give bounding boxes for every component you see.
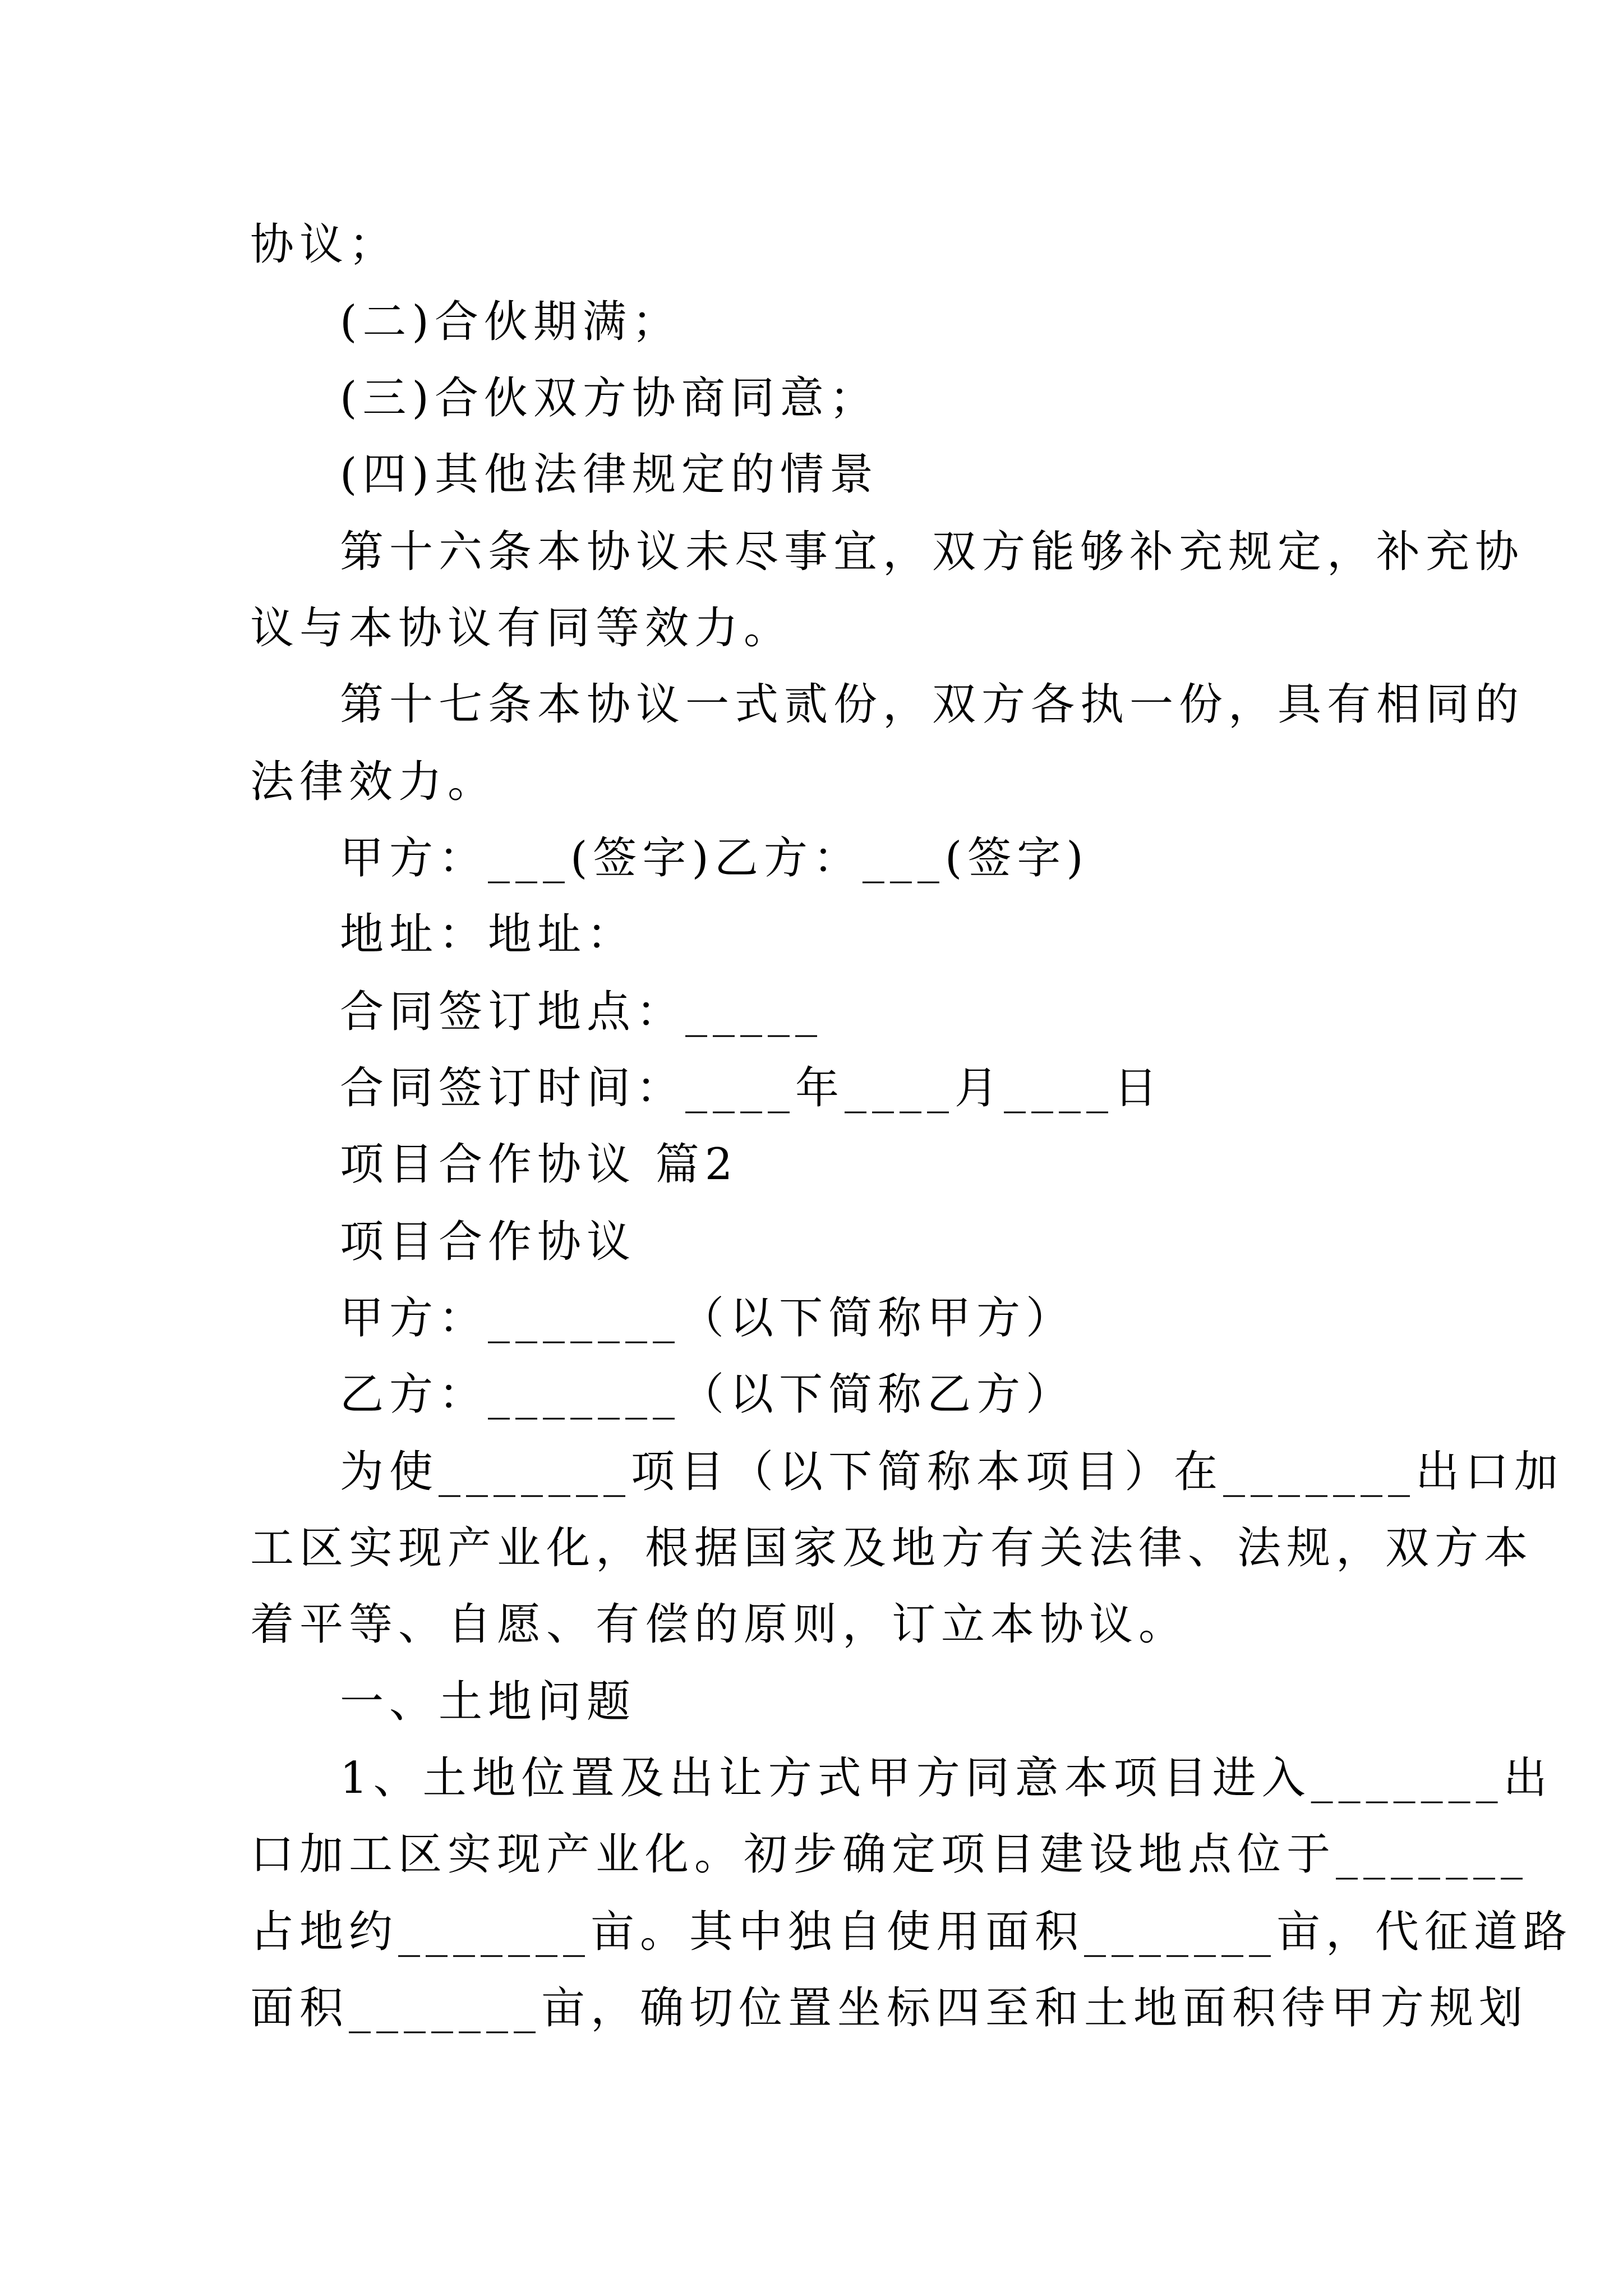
text-line: (二)合伙期满；: [340, 297, 681, 347]
text-line: (三)合伙双方协商同意；: [340, 373, 879, 424]
text-line: 面积_______亩，确切位置坐标四至和土地面积待甲方规划: [250, 1983, 1529, 2033]
text-line: 乙方：_______（以下简称乙方）: [340, 1369, 1076, 1420]
text-line: 为使_______项目（以下简称本项目）在_______出口加: [340, 1447, 1564, 1497]
text-line: 议与本协议有同等效力。: [250, 603, 794, 654]
text-line: 协议；: [250, 219, 399, 270]
text-line: 占地约_______亩。其中独自使用面积_______亩，代征道路: [250, 1907, 1573, 1957]
text-line: 第十七条本协议一式贰份，双方各执一份，具有相同的: [340, 679, 1525, 730]
text-line: 1、土地位置及出让方式甲方同意本项目进入_______出: [340, 1753, 1553, 1803]
text-line: (四)其他法律规定的情景: [340, 449, 879, 500]
text-line: 甲方：_______（以下简称甲方）: [340, 1293, 1076, 1343]
text-line: 合同签订地点：_____: [340, 987, 823, 1037]
text-line: 合同签订时间：____年____月____日: [340, 1063, 1164, 1114]
document-title: 项目合作协议: [340, 1217, 637, 1267]
text-line: 口加工区实现产业化。初步确定项目建设地点位于_______: [250, 1829, 1529, 1880]
section-title: 项目合作协议 篇2: [340, 1139, 739, 1190]
text-line: 工区实现产业化，根据国家及地方有关法律、法规，双方本: [250, 1523, 1534, 1573]
text-line: 法律效力。: [250, 757, 497, 807]
text-line: 甲方：___(签字)乙方：___(签字): [340, 833, 1089, 884]
text-line: 第十六条本协议未尽事宜，双方能够补充规定，补充协: [340, 527, 1525, 577]
section-heading: 一、土地问题: [340, 1677, 637, 1727]
text-line: 地址：地址：: [340, 909, 637, 960]
text-line: 着平等、自愿、有偿的原则，订立本协议。: [250, 1599, 1188, 1650]
